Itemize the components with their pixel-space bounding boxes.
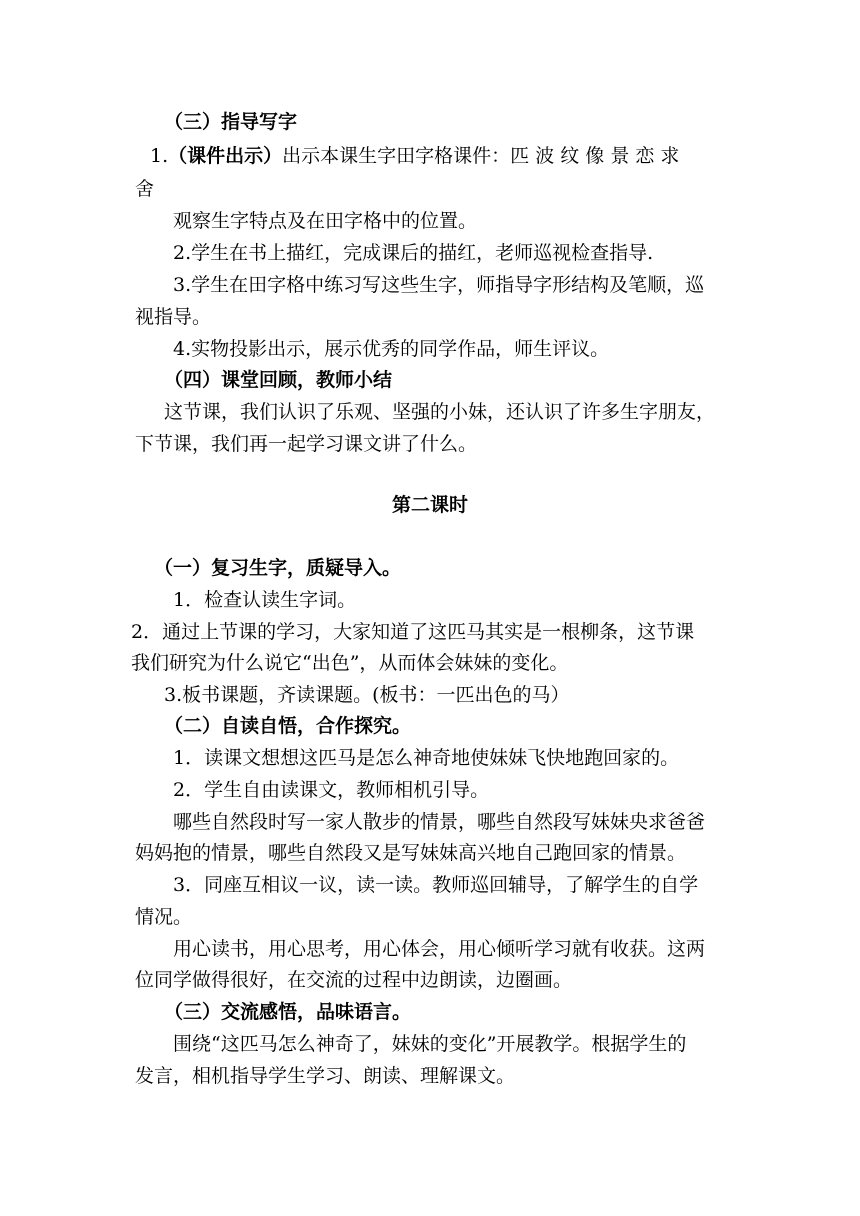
section-heading-exchange: （三）交流感悟，品味语言。 <box>164 1001 412 1023</box>
paragraph-line: 3.板书课题，齐读课题。(板书：一匹出色的马） <box>164 684 570 706</box>
paragraph-line: 妈妈抱的情景，哪些自然段又是写妹妹高兴地自己跑回家的情景。 <box>135 842 687 864</box>
paragraph-line: 2．学生自由读课文，教师相机引导。 <box>173 779 490 801</box>
paragraph-line: 1．检查认读生字词。 <box>173 589 357 611</box>
paragraph-line: 1．读课文想想这匹马是怎么神奇地使妹妹飞快地跑回家的。 <box>173 747 680 769</box>
paragraph-line: 舍 <box>135 178 155 200</box>
paragraph-line: 位同学做得很好，在交流的过程中边朗读，边圈画。 <box>135 969 573 991</box>
paragraph-line: 下节课，我们再一起学习课文讲了什么。 <box>135 433 478 455</box>
paragraph-line: 2．通过上节课的学习，大家知道了这匹马其实是一根柳条，这节课 <box>131 621 695 643</box>
lesson-title: 第二课时 <box>391 494 468 516</box>
paragraph-line: 4.实物投影出示，展示优秀的同学作品，师生评议。 <box>173 338 610 360</box>
section-heading-guide-writing: （三）指导写字 <box>164 111 298 133</box>
paragraph-line: 情况。 <box>135 906 193 928</box>
paragraph-line: 3.学生在田字格中练习写这些生字，师指导字形结构及笔顺，巡 <box>173 274 705 296</box>
section-heading-self-reading: （二）自读自悟，合作探究。 <box>164 715 412 737</box>
paragraph-line: 3．同座互相议一议，读一读。教师巡回辅导，了解学生的自学 <box>173 874 699 896</box>
paragraph-text: 出示本课生字田字格课件：匹 波 纹 像 景 恋 求 <box>282 145 680 167</box>
courseware-tag: （课件出示） <box>168 145 283 167</box>
list-number: 1. <box>150 145 169 167</box>
paragraph-line <box>150 145 679 167</box>
paragraph-line: 我们研究为什么说它“出色”，从而体会妹妹的变化。 <box>131 652 569 674</box>
paragraph-line: 围绕“这匹马怎么神奇了，妹妹的变化”开展教学。根据学生的 <box>173 1033 687 1055</box>
paragraph-line: 2.学生在书上描红，完成课后的描红，老师巡视检查指导. <box>173 242 654 264</box>
paragraph-line: 视指导。 <box>135 306 212 328</box>
paragraph-line: 发言，相机指导学生学习、朗读、理解课文。 <box>135 1065 516 1087</box>
paragraph-line: 这节课，我们认识了乐观、坚强的小妹，还认识了许多生字朋友， <box>164 401 716 423</box>
section-heading-review-characters: （一）复习生字，质疑导入。 <box>154 557 402 579</box>
paragraph-line: 哪些自然段时写一家人散步的情景，哪些自然段写妹妹央求爸爸 <box>173 811 706 833</box>
paragraph-line: 观察生字特点及在田字格中的位置。 <box>173 210 478 232</box>
paragraph-line: 用心读书，用心思考，用心体会，用心倾听学习就有收获。这两 <box>173 938 706 960</box>
section-heading-review-summary: （四）课堂回顾，教师小结 <box>164 369 393 391</box>
